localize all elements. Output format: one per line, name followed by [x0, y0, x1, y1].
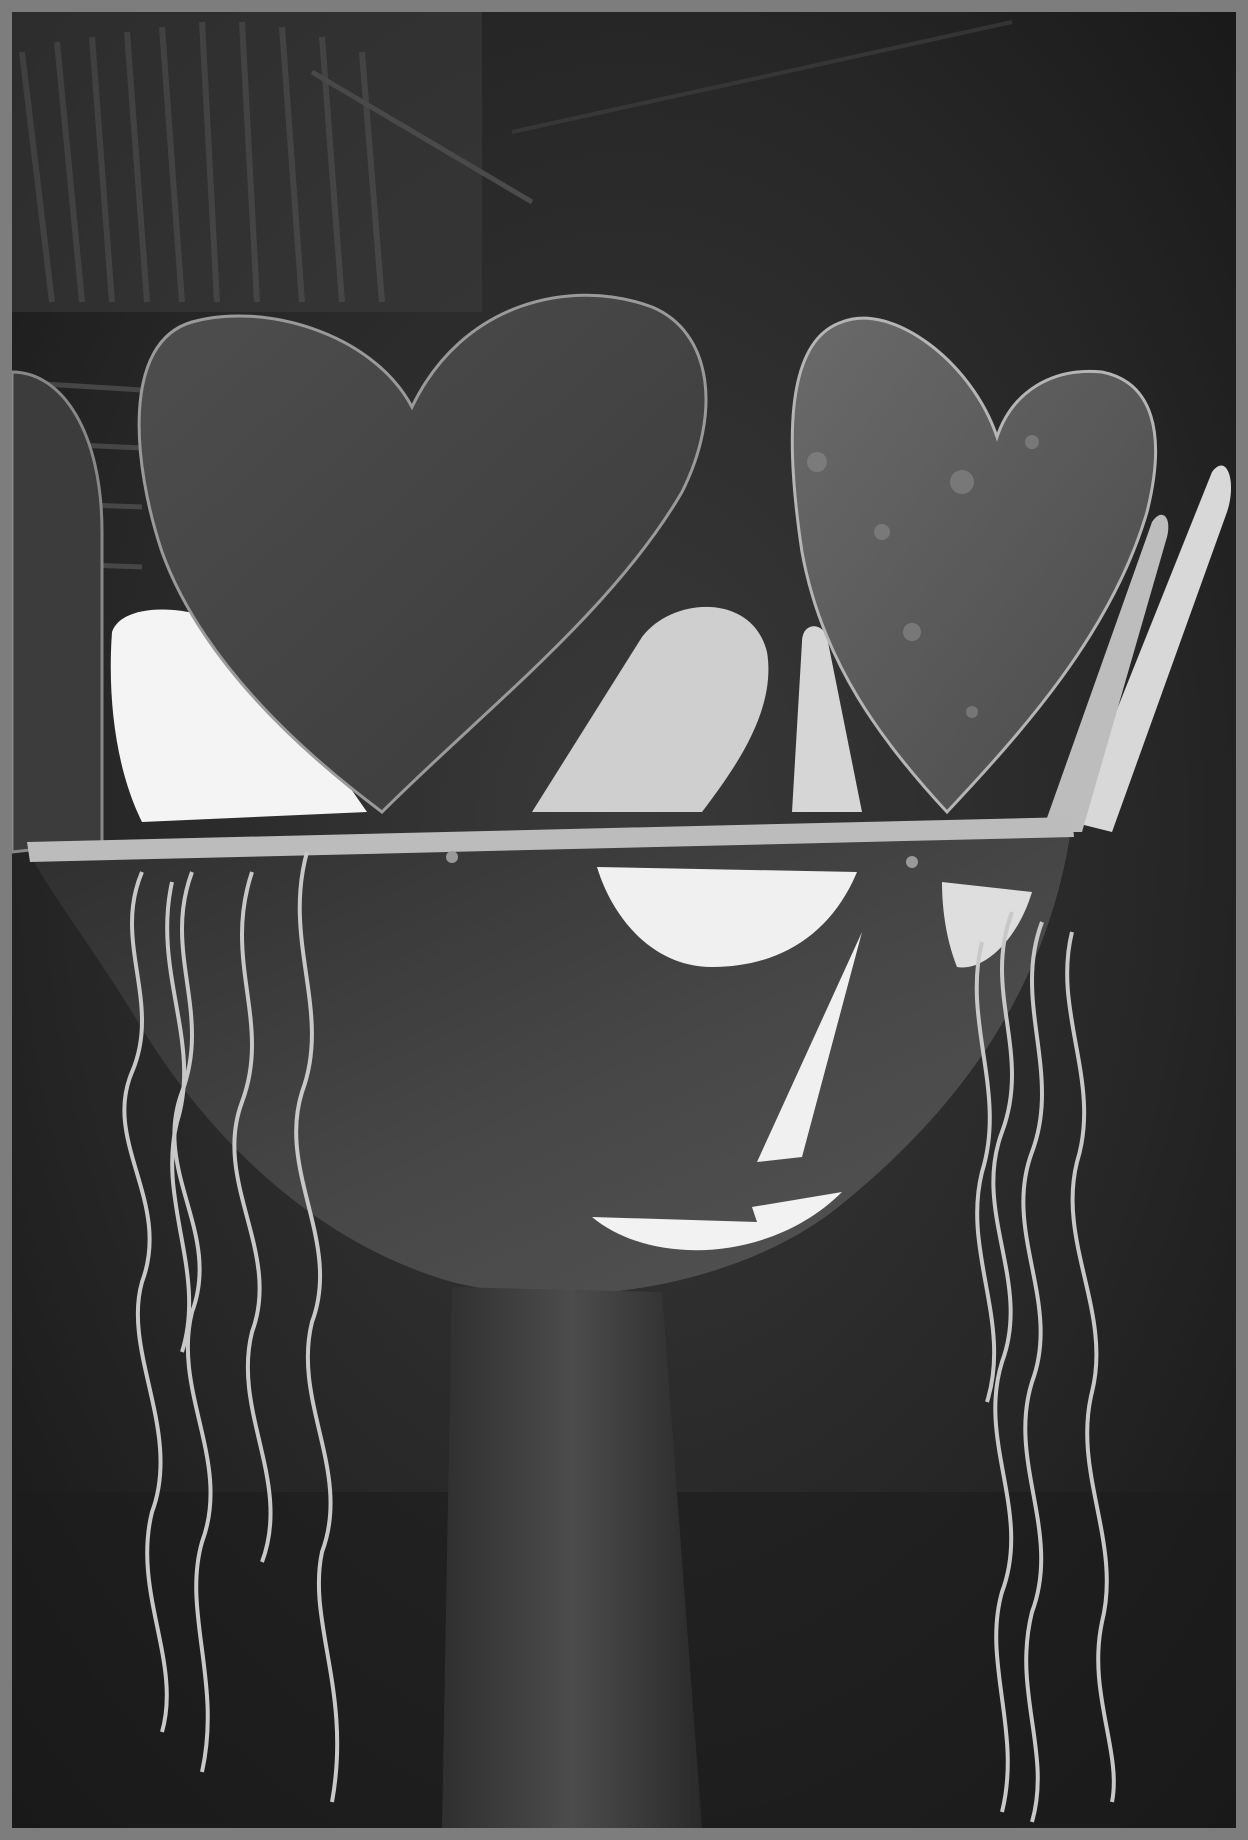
- photograph: [12, 12, 1236, 1828]
- heart-left-edge: [12, 372, 102, 852]
- rivet-left: [446, 851, 458, 863]
- pole: [442, 1287, 702, 1828]
- rivet-right: [906, 856, 918, 868]
- sculpture-scene: [12, 12, 1236, 1828]
